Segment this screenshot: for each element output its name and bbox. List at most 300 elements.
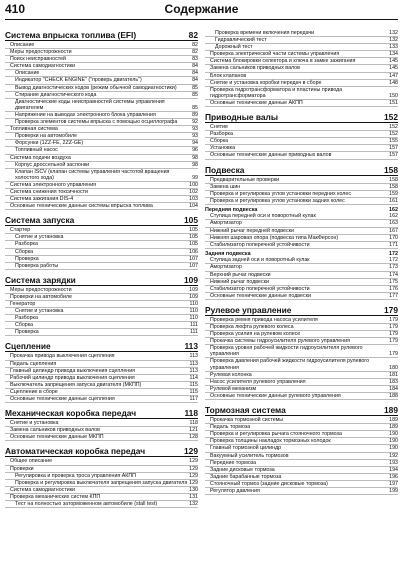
- toc-entry: [5, 361, 198, 368]
- toc-entry: [5, 63, 198, 70]
- toc-entry-title: Проверка и регулировка углов установки передних колес: [210, 190, 351, 197]
- toc-entry-title: Система снижения токсичности: [10, 188, 89, 195]
- toc-page-number: 179: [389, 331, 398, 338]
- toc-entry-title: Система запуска: [5, 215, 75, 226]
- toc-entry-title: Проверки: [10, 465, 34, 472]
- toc-entry: [205, 286, 398, 293]
- toc-entry-title: Проверка элементов системы впрыска с помощью осциллографа: [15, 119, 178, 126]
- toc-right-column: [205, 30, 398, 495]
- toc-page-number: 105: [189, 227, 198, 234]
- toc-page-number: 162: [389, 213, 398, 220]
- toc-page-number: 113: [189, 360, 198, 367]
- toc-entry-title: Рулевое управление: [205, 304, 292, 315]
- toc-page-number: 179: [389, 338, 398, 345]
- toc-page-number: 132: [389, 30, 398, 36]
- toc-entry-title: Установка: [210, 145, 236, 152]
- toc-subentry: [5, 133, 198, 140]
- toc-entry: [205, 481, 398, 488]
- toc-subentry: [5, 112, 198, 119]
- toc-subentry: [5, 315, 198, 322]
- toc-entry-title: Прокачка привода выключения сцепления: [10, 353, 115, 360]
- toc-page-number: 179: [384, 304, 398, 315]
- toc-entry: [205, 191, 398, 198]
- toc-entry-title: Проверка механических систем КПП: [10, 493, 101, 500]
- toc-entry-title: Замена сальников приводных валов: [210, 65, 300, 72]
- toc-entry: [205, 460, 398, 467]
- toc-entry-title: Тест на полностью заторможенном автомобиле (stall test): [15, 500, 158, 507]
- toc-entry-title: Рулевой механизм: [210, 385, 257, 392]
- toc-page-number: 85: [192, 91, 198, 98]
- toc-entry: [205, 474, 398, 481]
- toc-page-number: 199: [389, 487, 398, 494]
- toc-page-number: 196: [389, 473, 398, 480]
- toc-entry: [5, 466, 198, 473]
- toc-entry: [5, 375, 198, 382]
- toc-entry-title: Задние дисковые тормоза: [210, 466, 275, 473]
- toc-entry: [5, 301, 198, 308]
- toc-entry-title: Замена шин: [210, 183, 241, 190]
- toc-entry: [205, 264, 398, 271]
- toc-entry: [205, 488, 398, 495]
- toc-entry-title: Система электронного управления: [10, 181, 97, 188]
- toc-entry: [5, 396, 198, 403]
- toc-entry-title: Разборка: [210, 131, 233, 138]
- toc-subentry: [5, 99, 198, 112]
- toc-page-number: 111: [189, 322, 198, 329]
- toc-page-number: 157: [389, 152, 398, 159]
- toc-page-number: 188: [389, 392, 398, 399]
- toc-entry-title: Проверка люфта рулевого колеса: [210, 324, 294, 330]
- toc-entry: [205, 235, 398, 242]
- toc-entry-title: Описание: [15, 70, 40, 77]
- header-rule: [5, 19, 398, 20]
- toc-entry-title: Проверка толщины накладок тормозных колодок: [210, 438, 331, 445]
- toc-page-number: 180: [389, 364, 398, 371]
- toc-page-number: 113: [189, 367, 198, 374]
- toc-entry-title: Проверка электрической части системы управления: [210, 51, 340, 58]
- toc-entry: [205, 213, 398, 220]
- toc-entry-title: Система самодиагностики: [10, 63, 75, 70]
- toc-subentry: [5, 169, 198, 182]
- toc-page-number: 113: [189, 353, 198, 360]
- toc-entry: [205, 445, 398, 452]
- toc-page-number: 129: [184, 446, 198, 457]
- toc-entry-title: Ступица передней оси и поворотный кулак: [210, 213, 316, 220]
- toc-page-number: 179: [389, 351, 398, 358]
- toc-entry-title: Диагностические коды неисправностей системы управления двигателем: [15, 98, 165, 111]
- toc-entry-title: Проверка и регулировка выключателя запрещения запуска двигателя: [15, 479, 188, 486]
- toc-section-heading: [5, 408, 198, 419]
- toc-page-number: 145: [389, 65, 398, 72]
- toc-section-heading: [5, 275, 198, 286]
- toc-page-number: 179: [389, 316, 398, 323]
- toc-entry-title: Проверка: [15, 255, 39, 262]
- toc-page-number: 162: [389, 206, 398, 213]
- toc-page-number: 172: [389, 257, 398, 264]
- toc-entry: [205, 424, 398, 431]
- toc-entry-title: Сборка: [15, 322, 34, 329]
- toc-entry-title: Основные технические данные АКПП: [210, 99, 303, 106]
- toc-entry-title: Главный цилиндр привода выключения сцепления: [10, 367, 136, 374]
- toc-entry: [5, 494, 198, 501]
- toc-page-number: 114: [189, 374, 198, 381]
- toc-page-number: 181: [389, 371, 398, 378]
- toc-entry-title: Задние барабанные тормоза: [210, 473, 282, 480]
- toc-entry: [205, 331, 398, 338]
- toc-subentry: [5, 85, 198, 92]
- toc-entry-title: Стояночный тормоз (задние дисковые тормоза): [210, 480, 328, 487]
- toc-entry: [205, 257, 398, 264]
- toc-entry: [205, 324, 398, 331]
- toc-left-column: [5, 30, 198, 508]
- toc-entry: [5, 227, 198, 234]
- toc-entry-title: Выключатель запрещения запуска двигателя (МКПП): [10, 381, 142, 388]
- toc-entry-title: Стабилизатор поперечной устойчивости: [210, 241, 310, 248]
- toc-section-heading: [205, 305, 398, 316]
- toc-entry-title: Замена сальников приводных валов: [10, 427, 100, 434]
- toc-entry-title: Корпус дроссельной заслонки: [15, 161, 90, 168]
- toc-entry: [205, 131, 398, 138]
- toc-entry-title: Нижний рычаг передней подвески: [210, 227, 294, 234]
- toc-subentry: [5, 308, 198, 315]
- toc-subentry: [5, 263, 198, 270]
- toc-page-number: 105: [184, 215, 198, 226]
- toc-entry: [205, 372, 398, 379]
- toc-page-number: 193: [389, 459, 398, 466]
- toc-entry-title: Поиск неисправностей: [10, 56, 66, 63]
- page-header: [5, 2, 398, 18]
- toc-entry-title: Проверки на автомобиле: [10, 293, 73, 300]
- toc-entry-title: Подвеска: [205, 164, 245, 175]
- toc-page-number: 132: [189, 500, 198, 507]
- toc-page-number: 167: [389, 227, 398, 234]
- toc-page-number: 161: [389, 197, 398, 204]
- toc-entry-title: Проверка ремня привода насоса усилителя: [210, 316, 318, 323]
- toc-entry: [205, 152, 398, 159]
- toc-entry: [205, 386, 398, 393]
- toc-entry: [205, 279, 398, 286]
- toc-entry-title: Разборка: [15, 315, 38, 322]
- toc-entry-title: Разборка: [15, 241, 38, 248]
- toc-entry-title: Снятие и установка: [10, 420, 59, 427]
- toc-entry-title: Регулировка и проверка троса управления АКПП: [15, 472, 136, 479]
- toc-entry: [5, 434, 198, 441]
- toc-entry: [205, 379, 398, 386]
- toc-entry-title: Система зарядки: [5, 274, 76, 285]
- toc-page-number: 158: [389, 183, 398, 190]
- toc-entry-title: Рулевая колонка: [210, 371, 252, 378]
- page-number: 410: [5, 2, 26, 16]
- toc-entry: [5, 203, 198, 210]
- toc-entry-title: Описание: [10, 42, 35, 48]
- toc-entry: [5, 287, 198, 294]
- toc-entry-title: Основные технические данные приводных валов: [210, 152, 332, 159]
- toc-entry-title: Клапан ISCV (клапан системы управления частотой вращения холостого хода): [15, 168, 170, 181]
- toc-entry: [205, 293, 398, 300]
- toc-page-number: 82: [192, 49, 198, 56]
- toc-entry: [205, 272, 398, 279]
- toc-entry-title: Амортизатор: [210, 220, 242, 227]
- toc-entry-title: Снятие и установка коробки передач в сборе: [210, 79, 322, 86]
- toc-page-number: 113: [184, 341, 198, 352]
- toc-entry: [5, 382, 198, 389]
- toc-page-number: 117: [189, 396, 198, 403]
- toc-section-heading: [5, 341, 198, 352]
- toc-subentry: [5, 473, 198, 480]
- toc-page-number: 172: [389, 250, 398, 257]
- toc-page-number: 133: [389, 44, 398, 51]
- toc-subentry: [5, 249, 198, 256]
- toc-page-number: 115: [189, 381, 198, 388]
- toc-page-number: 98: [192, 154, 198, 161]
- toc-page-number: 152: [389, 124, 398, 131]
- toc-entry-title: Основные технические данные подвески: [210, 292, 311, 299]
- toc-entry-title: Снятие и установка: [15, 308, 64, 315]
- toc-entry: [205, 65, 398, 72]
- toc-page-number: 107: [189, 255, 198, 262]
- toc-entry-title: Меры предосторожности: [10, 49, 72, 56]
- toc-entry: [5, 126, 198, 133]
- toc-entry-title: Проверки на автомобиле: [15, 133, 78, 140]
- toc-entry: [205, 124, 398, 131]
- toc-entry: [5, 42, 198, 49]
- toc-entry-title: Топливный насос: [15, 147, 58, 154]
- toc-section-heading: [205, 112, 398, 123]
- toc-entry-title: Тормозная система: [205, 405, 286, 416]
- toc-entry-title: Вакуумный усилитель тормозов: [210, 452, 289, 459]
- toc-section-heading: [205, 165, 398, 176]
- toc-page-number: 115: [189, 388, 198, 395]
- page-title: Содержание: [164, 2, 239, 16]
- toc-entry-title: Прокачка тормозной системы: [210, 417, 284, 424]
- toc-entry-title: Автоматическая коробка передач: [5, 446, 146, 457]
- toc-entry-title: Гидравлический тест: [215, 37, 267, 44]
- toc-entry-title: Проверка уровня рабочей жидкости гидроусилителя рулевого управления: [210, 345, 363, 358]
- toc-page-number: 106: [189, 248, 198, 255]
- toc-page-number: 129: [189, 472, 198, 479]
- toc-entry-title: Приводные валы: [205, 112, 279, 123]
- toc-page-number: 197: [389, 480, 398, 487]
- toc-page-number: 194: [389, 466, 398, 473]
- toc-entry-title: Проверка и регулировка углов установки задних колес: [210, 197, 345, 204]
- toc-section-heading: [5, 30, 198, 41]
- toc-page-number: 171: [389, 241, 398, 248]
- toc-entry-title: Главный тормозной цилиндр: [210, 445, 282, 452]
- toc-entry: [5, 487, 198, 494]
- toc-page-number: 107: [189, 262, 198, 269]
- toc-subentry: [5, 322, 198, 329]
- toc-page-number: 110: [189, 315, 198, 322]
- toc-entry: [205, 177, 398, 184]
- toc-subentry: [5, 234, 198, 241]
- toc-entry: [205, 317, 398, 324]
- toc-entry: [205, 220, 398, 227]
- toc-page-number: 173: [389, 264, 398, 271]
- toc-entry-title: Индикатор "CHECK ENGINE" ("проверь двигатель"): [15, 77, 142, 84]
- toc-page-number: 184: [389, 385, 398, 392]
- toc-entry-title: Стартер: [10, 227, 31, 234]
- toc-entry: [5, 420, 198, 427]
- toc-page-number: 92: [192, 119, 198, 126]
- toc-page-number: 147: [389, 72, 398, 79]
- toc-page-number: 152: [384, 112, 398, 123]
- toc-page-number: 190: [389, 438, 398, 445]
- toc-page-number: 189: [389, 417, 398, 424]
- toc-entry: [205, 58, 398, 65]
- toc-entry: [205, 184, 398, 191]
- toc-page-number: 109: [189, 286, 198, 293]
- toc-entry-title: Педаль сцепления: [10, 360, 57, 367]
- toc-page-number: 175: [389, 278, 398, 285]
- toc-subentry: [5, 501, 198, 508]
- toc-entry-title: Передние тормоза: [210, 459, 257, 466]
- toc-entry: [5, 353, 198, 360]
- toc-entry: [5, 182, 198, 189]
- toc-entry-title: Меры предосторожности: [10, 286, 72, 293]
- toc-page-number: 189: [389, 424, 398, 431]
- toc-entry-title: Проверка гидротрансформатора и пластины привода гидротрансформатора: [210, 86, 343, 99]
- toc-subentry: [5, 480, 198, 487]
- toc-page-number: 82: [188, 30, 198, 40]
- toc-page-number: 83: [192, 56, 198, 63]
- toc-entry-title: Предварительные проверки: [210, 176, 280, 183]
- toc-page-number: 109: [184, 274, 198, 285]
- toc-entry-title: Нижняя шаровая опора (подвеска типа МакФерсон): [210, 234, 339, 241]
- toc-entry: [205, 345, 398, 358]
- toc-entry: [205, 138, 398, 145]
- toc-entry-title: Сборка: [15, 248, 34, 255]
- toc-entry-title: Форсунки (1ZZ-FE, 2ZZ-GE): [15, 140, 84, 147]
- toc-page-number: 129: [189, 479, 198, 486]
- toc-page-number: 99: [192, 174, 198, 181]
- toc-page-number: 82: [192, 42, 198, 48]
- toc-subentry: [5, 256, 198, 263]
- toc-entry: [5, 196, 198, 203]
- toc-entry-title: Вывод диагностических кодов (режим обычной самодиагностики): [15, 84, 177, 91]
- toc-page-number: 103: [189, 196, 198, 203]
- toc-entry: [205, 431, 398, 438]
- toc-entry-title: Система самодиагностики: [10, 486, 75, 493]
- toc-entry-title: Блок клапанов: [210, 72, 247, 79]
- toc-page-number: 177: [389, 292, 398, 299]
- toc-entry-title: Прокачка системы гидроусилителя рулевого управления: [210, 338, 350, 345]
- toc-page-number: 163: [389, 220, 398, 227]
- toc-entry: [5, 458, 198, 465]
- toc-entry: [205, 417, 398, 424]
- toc-page-number: 96: [192, 147, 198, 154]
- toc-entry-title: Сцепление в сборе: [10, 388, 58, 395]
- toc-entry: [205, 145, 398, 152]
- toc-page-number: 105: [189, 234, 198, 241]
- toc-entry-title: Передняя подвеска: [205, 206, 258, 213]
- toc-entry: [5, 189, 198, 196]
- toc-entry: [5, 389, 198, 396]
- toc-entry-title: Проверка работы: [15, 262, 59, 269]
- toc-page-number: 176: [389, 285, 398, 292]
- toc-entry: [205, 87, 398, 100]
- toc-entry-title: Система впрыска топлива (EFI): [5, 30, 137, 40]
- toc-entry-title: Проверка давления рабочей жидкости гидроусилителя рулевого управления: [210, 358, 370, 371]
- toc-page-number: 129: [189, 465, 198, 472]
- toc-entry-title: Стабилизатор поперечной устойчивости: [210, 285, 310, 292]
- toc-page-number: 104: [189, 203, 198, 210]
- toc-entry-title: Проверка и регулировка рычага стояночного тормоза: [210, 431, 342, 438]
- toc-page-number: 189: [384, 405, 398, 416]
- toc-page-number: 121: [189, 427, 198, 434]
- toc-entry: [205, 100, 398, 107]
- toc-page-number: 152: [389, 131, 398, 138]
- toc-page-number: 190: [389, 431, 398, 438]
- toc-page-number: 148: [389, 79, 398, 86]
- toc-page-number: 111: [189, 329, 198, 336]
- toc-entry-title: Нижний рычаг подвески: [210, 278, 269, 285]
- toc-entry-title: Рабочий цилиндр привода выключения сцепления: [10, 374, 135, 381]
- toc-page-number: 170: [389, 234, 398, 241]
- toc-entry-title: Генератор: [10, 301, 36, 307]
- toc-page-number: 128: [189, 434, 198, 441]
- toc-page-number: 131: [189, 493, 198, 500]
- toc-entry: [5, 427, 198, 434]
- toc-page-number: 84: [192, 70, 198, 77]
- toc-page-number: 85: [192, 84, 198, 91]
- toc-entry-title: Ступица задней оси и поворотный кулак: [210, 257, 310, 264]
- toc-page-number: 134: [389, 51, 398, 58]
- toc-entry-title: Основные технические данные сцепления: [10, 396, 115, 403]
- toc-entry-title: Проверка: [15, 329, 39, 336]
- toc-page-number: 105: [189, 241, 198, 248]
- toc-page-number: 98: [192, 161, 198, 168]
- toc-entry-title: Система зажигания DIS-4: [10, 196, 74, 203]
- toc-entry: [205, 228, 398, 235]
- toc-entry-title: Дорожный тест: [215, 44, 253, 51]
- toc-section-heading: [205, 405, 398, 416]
- toc-section-heading: [5, 215, 198, 226]
- toc-entry: [205, 358, 398, 371]
- toc-page-number: 145: [389, 58, 398, 65]
- toc-page-number: 151: [389, 99, 398, 106]
- toc-entry-title: Сборка: [210, 138, 229, 145]
- toc-entry: [205, 198, 398, 205]
- toc-entry-title: Механическая коробка передач: [5, 408, 137, 419]
- toc-subentry: [5, 162, 198, 169]
- toc-page-number: 85: [192, 104, 198, 111]
- toc-page-number: 109: [189, 293, 198, 300]
- toc-entry: [205, 51, 398, 58]
- toc-entry-title: Основные технические данные МКПП: [10, 434, 104, 441]
- toc-page-number: 93: [192, 126, 198, 133]
- toc-page-number: 179: [389, 324, 398, 330]
- toc-entry-title: Педаль тормоза: [210, 424, 251, 431]
- toc-page-number: 110: [189, 308, 198, 315]
- toc-entry-title: Проверка усилия на рулевом колесе: [210, 331, 301, 338]
- toc-page-number: 174: [389, 271, 398, 278]
- toc-page-number: 157: [389, 145, 398, 152]
- toc-subentry: [5, 70, 198, 77]
- toc-page-number: 94: [192, 140, 198, 147]
- toc-entry-title: Основные технические данные системы впрыска топлива: [10, 203, 153, 210]
- toc-page-number: 93: [192, 133, 198, 140]
- toc-subentry: [5, 119, 198, 126]
- toc-page-number: 158: [384, 164, 398, 175]
- toc-entry-title: Напряжение на выводах электронного блока управления: [15, 111, 156, 118]
- toc-page-number: 110: [189, 301, 198, 307]
- toc-entry: [5, 368, 198, 375]
- toc-entry-title: Амортизатор: [210, 264, 242, 271]
- toc-page-number: 84: [192, 63, 198, 70]
- toc-entry-title: Верхний рычаг подвески: [210, 271, 271, 278]
- toc-entry-title: Система подачи воздуха: [10, 154, 71, 161]
- toc-page-number: 183: [389, 378, 398, 385]
